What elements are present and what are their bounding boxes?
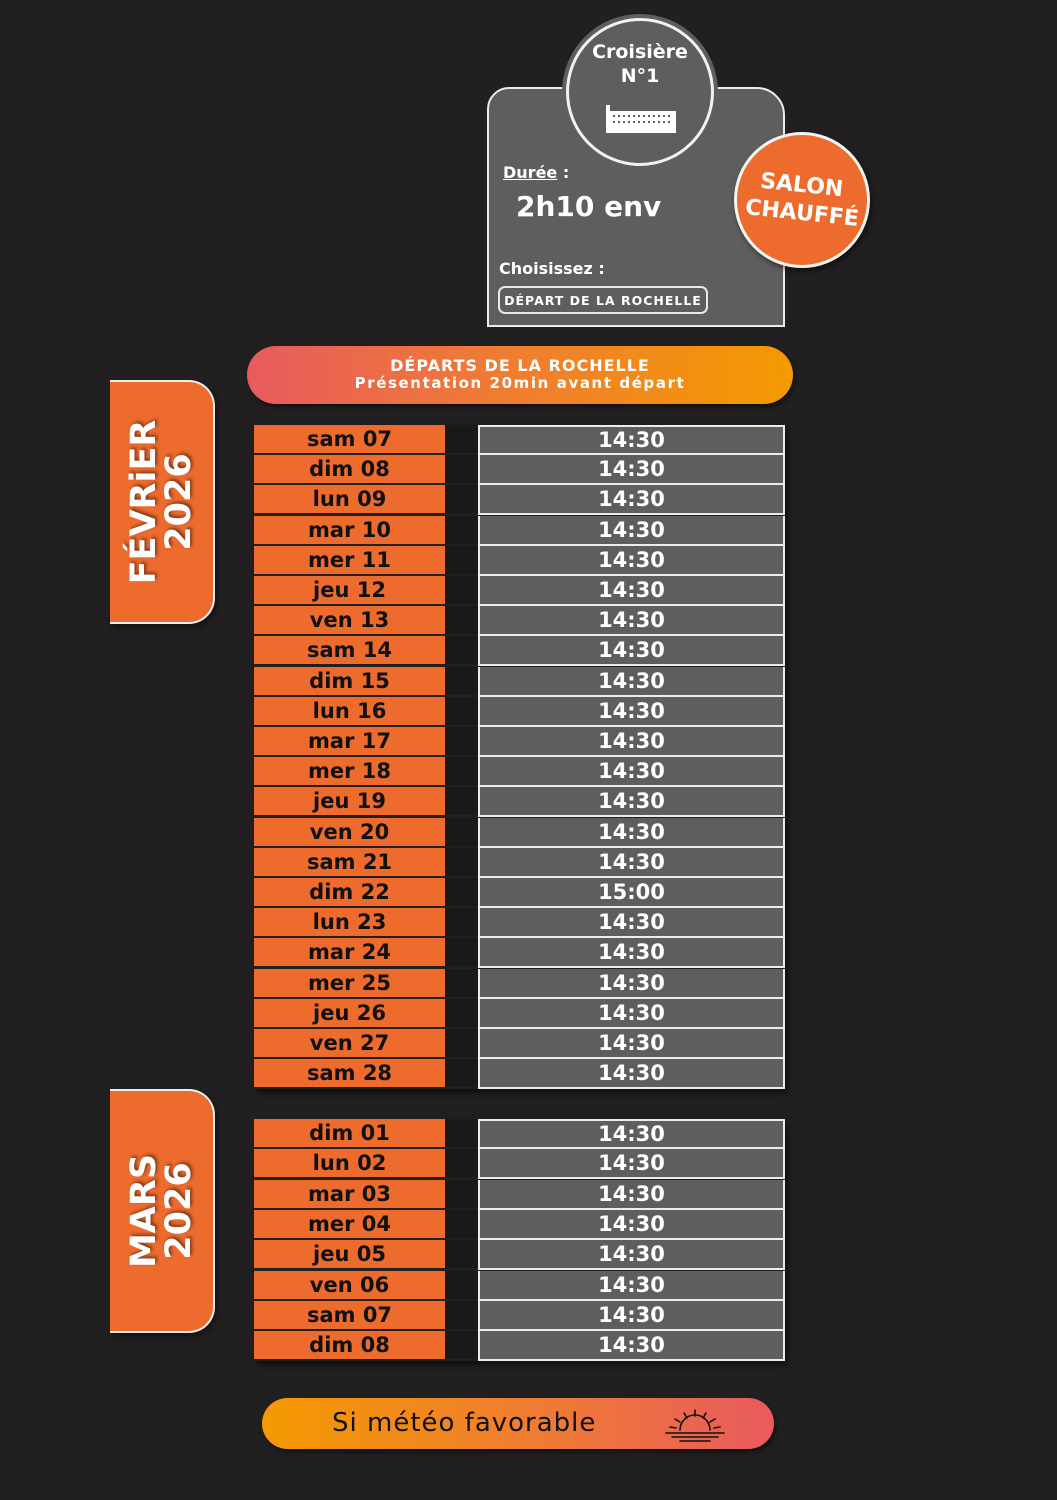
duration-label: Durée : <box>503 163 570 182</box>
schedule-time: 14:30 <box>478 455 785 485</box>
schedule-time: 14:30 <box>478 969 785 999</box>
schedule-day: lun 09 <box>254 485 445 515</box>
row-separator <box>445 636 479 664</box>
month-tab-february <box>110 380 215 624</box>
schedule-row <box>254 485 785 515</box>
schedule-time: 14:30 <box>478 999 785 1029</box>
schedule-row <box>254 1271 785 1301</box>
schedule-time: 14:30 <box>478 1271 785 1301</box>
schedule-row <box>254 455 785 485</box>
schedule-time: 14:30 <box>478 425 785 455</box>
weather-text: Si météo favorable <box>332 1408 597 1438</box>
sunset-icon <box>662 1408 728 1444</box>
schedule-day: dim 01 <box>254 1119 445 1149</box>
row-separator <box>445 1029 479 1057</box>
month-label: FÉVRiER <box>123 419 164 585</box>
schedule-day: jeu 05 <box>254 1240 445 1270</box>
row-separator <box>445 667 479 695</box>
row-separator <box>445 818 479 846</box>
schedule-time: 14:30 <box>478 908 785 938</box>
banner-title: DÉPARTS DE LA ROCHELLE <box>390 356 650 375</box>
schedule-day: mer 25 <box>254 969 445 999</box>
schedule-day: dim 08 <box>254 455 445 485</box>
schedule-time: 14:30 <box>478 938 785 968</box>
schedule-row <box>254 606 785 636</box>
schedule-time: 14:30 <box>478 516 785 546</box>
row-separator <box>445 485 479 513</box>
schedule-day: jeu 19 <box>254 787 445 817</box>
schedule-day: sam 07 <box>254 425 445 455</box>
weather-notice <box>262 1398 774 1449</box>
schedule-row <box>254 1331 785 1361</box>
row-separator <box>445 576 479 604</box>
month-year: 2026 <box>158 453 199 551</box>
schedule-row <box>254 667 785 697</box>
row-separator <box>445 969 479 997</box>
row-separator <box>445 1301 479 1329</box>
schedule-time: 14:30 <box>478 1119 785 1149</box>
schedule-day: lun 23 <box>254 908 445 938</box>
month-year: 2026 <box>158 1162 199 1260</box>
schedule-time: 14:30 <box>478 576 785 606</box>
schedule-day: dim 15 <box>254 667 445 697</box>
schedule-row <box>254 969 785 999</box>
row-separator <box>445 878 479 906</box>
schedule-time: 14:30 <box>478 697 785 727</box>
schedule-time: 14:30 <box>478 1180 785 1210</box>
schedule-row <box>254 1301 785 1331</box>
schedule-time: 14:30 <box>478 1059 785 1089</box>
schedule-row <box>254 999 785 1029</box>
schedule-time: 14:30 <box>478 667 785 697</box>
schedule-row <box>254 1210 785 1240</box>
schedule-row <box>254 818 785 848</box>
schedule-day: lun 02 <box>254 1149 445 1179</box>
schedule-day: mar 03 <box>254 1180 445 1210</box>
schedule-time: 14:30 <box>478 636 785 666</box>
schedule-time: 14:30 <box>478 818 785 848</box>
depart-la-rochelle-button[interactable]: DÉPART DE LA ROCHELLE <box>498 286 708 314</box>
schedule-row <box>254 576 785 606</box>
row-separator <box>445 1331 479 1359</box>
schedule-time: 14:30 <box>478 727 785 757</box>
schedule-time: 14:30 <box>478 1149 785 1179</box>
schedule-day: jeu 26 <box>254 999 445 1029</box>
schedule-time: 14:30 <box>478 485 785 515</box>
schedule-day: mar 10 <box>254 516 445 546</box>
schedule-row <box>254 1029 785 1059</box>
row-separator <box>445 848 479 876</box>
month-tab-march <box>110 1089 215 1333</box>
schedule-day: mar 24 <box>254 938 445 968</box>
schedule-day: ven 06 <box>254 1271 445 1301</box>
schedule-row <box>254 697 785 727</box>
schedule-day: mer 11 <box>254 546 445 576</box>
schedule-time: 14:30 <box>478 848 785 878</box>
row-separator <box>445 425 479 453</box>
schedule-row <box>254 757 785 787</box>
salon-line2: CHAUFFÉ <box>744 195 860 232</box>
schedule-day: lun 16 <box>254 697 445 727</box>
schedule-time: 14:30 <box>478 1210 785 1240</box>
schedule-day: mar 17 <box>254 727 445 757</box>
schedule-row <box>254 878 785 908</box>
row-separator <box>445 1271 479 1299</box>
schedule-day: ven 27 <box>254 1029 445 1059</box>
choose-label: Choisissez : <box>499 259 605 278</box>
schedule-day: dim 22 <box>254 878 445 908</box>
row-separator <box>445 908 479 936</box>
departures-banner <box>247 346 793 404</box>
schedule-time: 14:30 <box>478 1331 785 1361</box>
schedule-time: 14:30 <box>478 1029 785 1059</box>
row-separator <box>445 999 479 1027</box>
row-separator <box>445 697 479 725</box>
row-separator <box>445 1240 479 1268</box>
cruise-badge <box>566 18 714 166</box>
boat-icon <box>605 101 679 137</box>
schedule-row <box>254 727 785 757</box>
row-separator <box>445 757 479 785</box>
row-separator <box>445 1059 479 1087</box>
cruise-title: Croisière <box>592 41 688 63</box>
schedule-day: dim 08 <box>254 1331 445 1359</box>
row-separator <box>445 1180 479 1208</box>
row-separator <box>445 1210 479 1238</box>
schedule-row <box>254 1059 785 1089</box>
schedule-row <box>254 938 785 968</box>
row-separator <box>445 727 479 755</box>
schedule-time: 14:30 <box>478 757 785 787</box>
schedule-row <box>254 1180 785 1210</box>
banner-subtitle: Présentation 20min avant départ <box>354 374 686 392</box>
row-separator <box>445 1149 479 1177</box>
schedule-day: mer 04 <box>254 1210 445 1240</box>
schedule-day: mer 18 <box>254 757 445 787</box>
row-separator <box>445 787 479 815</box>
month-label: MARS <box>123 1153 164 1269</box>
schedule-day: sam 21 <box>254 848 445 878</box>
schedule-time: 14:30 <box>478 606 785 636</box>
row-separator <box>445 546 479 574</box>
schedule-time: 14:30 <box>478 1240 785 1270</box>
schedule-time: 14:30 <box>478 1301 785 1331</box>
row-separator <box>445 1119 479 1147</box>
salon-chauffe-badge <box>734 132 870 268</box>
schedule-row <box>254 546 785 576</box>
schedule-day: ven 20 <box>254 818 445 848</box>
schedule-row <box>254 516 785 546</box>
schedule-row <box>254 636 785 666</box>
schedule-day: jeu 12 <box>254 576 445 606</box>
row-separator <box>445 606 479 634</box>
schedule-row <box>254 1119 785 1149</box>
schedule-row <box>254 848 785 878</box>
schedule-time: 14:30 <box>478 546 785 576</box>
schedule-row <box>254 787 785 817</box>
row-separator <box>445 455 479 483</box>
schedule-day: sam 07 <box>254 1301 445 1331</box>
schedule-day: sam 14 <box>254 636 445 666</box>
schedule-row <box>254 1240 785 1270</box>
schedule-row <box>254 908 785 938</box>
cruise-number: N°1 <box>620 65 660 87</box>
schedule-time: 15:00 <box>478 878 785 908</box>
schedule-time: 14:30 <box>478 787 785 817</box>
row-separator <box>445 516 479 544</box>
schedule-day: ven 13 <box>254 606 445 636</box>
schedule-day: sam 28 <box>254 1059 445 1087</box>
schedule-row <box>254 1149 785 1179</box>
schedule-row <box>254 425 785 455</box>
row-separator <box>445 938 479 966</box>
duration-value: 2h10 env <box>516 190 662 223</box>
salon-line1: SALON <box>759 168 845 203</box>
